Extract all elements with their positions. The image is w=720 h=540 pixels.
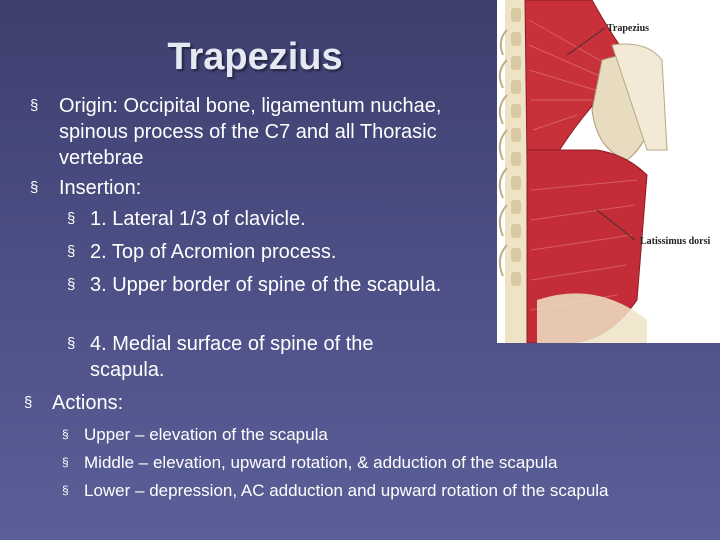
bullet-marker: § bbox=[67, 276, 76, 293]
label-trapezius: Trapezius bbox=[607, 23, 650, 34]
insertion-item bbox=[67, 206, 487, 232]
action-item-text: Lower – depression, AC adduction and upward rotation of the scapula bbox=[84, 481, 609, 500]
action-item bbox=[62, 449, 702, 476]
label-latissimus-dorsi: Latissimus dorsi bbox=[640, 236, 711, 247]
slide-title: Trapezius bbox=[167, 36, 343, 78]
bullet-marker: § bbox=[30, 97, 39, 114]
origin-text: Origin: Occipital bone, ligamentum nuchae, spinous process of the C7 and all Thorasic vertebrae bbox=[59, 95, 442, 169]
bullet-marker: § bbox=[30, 179, 39, 196]
anatomy-illustration bbox=[497, 0, 720, 343]
action-item bbox=[62, 421, 702, 448]
insertion-item-text: 1. Lateral 1/3 of clavicle. bbox=[90, 208, 306, 230]
action-item-text: Upper – elevation of the scapula bbox=[84, 425, 328, 444]
bullet-marker: § bbox=[24, 394, 33, 411]
back-muscles-drawing bbox=[497, 0, 720, 343]
action-item bbox=[62, 477, 662, 504]
insertion-item bbox=[67, 272, 447, 298]
bullet-actions bbox=[24, 390, 324, 416]
insertion-text: Insertion: bbox=[59, 177, 142, 199]
insertion-item bbox=[67, 331, 447, 383]
insertion-item-text: 2. Top of Acromion process. bbox=[90, 241, 337, 263]
bullet-marker: § bbox=[67, 210, 76, 227]
bullet-marker: § bbox=[62, 455, 69, 469]
bullet-marker: § bbox=[67, 335, 76, 352]
insertion-item bbox=[67, 239, 487, 265]
bullet-marker: § bbox=[62, 483, 69, 497]
spine bbox=[505, 0, 527, 343]
bullet-insertion bbox=[30, 175, 485, 201]
action-item-text: Middle – elevation, upward rotation, & adduction of the scapula bbox=[84, 453, 558, 472]
bullet-marker: § bbox=[62, 427, 69, 441]
bullet-marker: § bbox=[67, 243, 76, 260]
insertion-item-text: 3. Upper border of spine of the scapula. bbox=[90, 274, 442, 296]
actions-text: Actions: bbox=[52, 392, 124, 414]
bullet-origin bbox=[30, 93, 485, 171]
insertion-item-text: 4. Medial surface of spine of the scapula. bbox=[90, 333, 374, 381]
